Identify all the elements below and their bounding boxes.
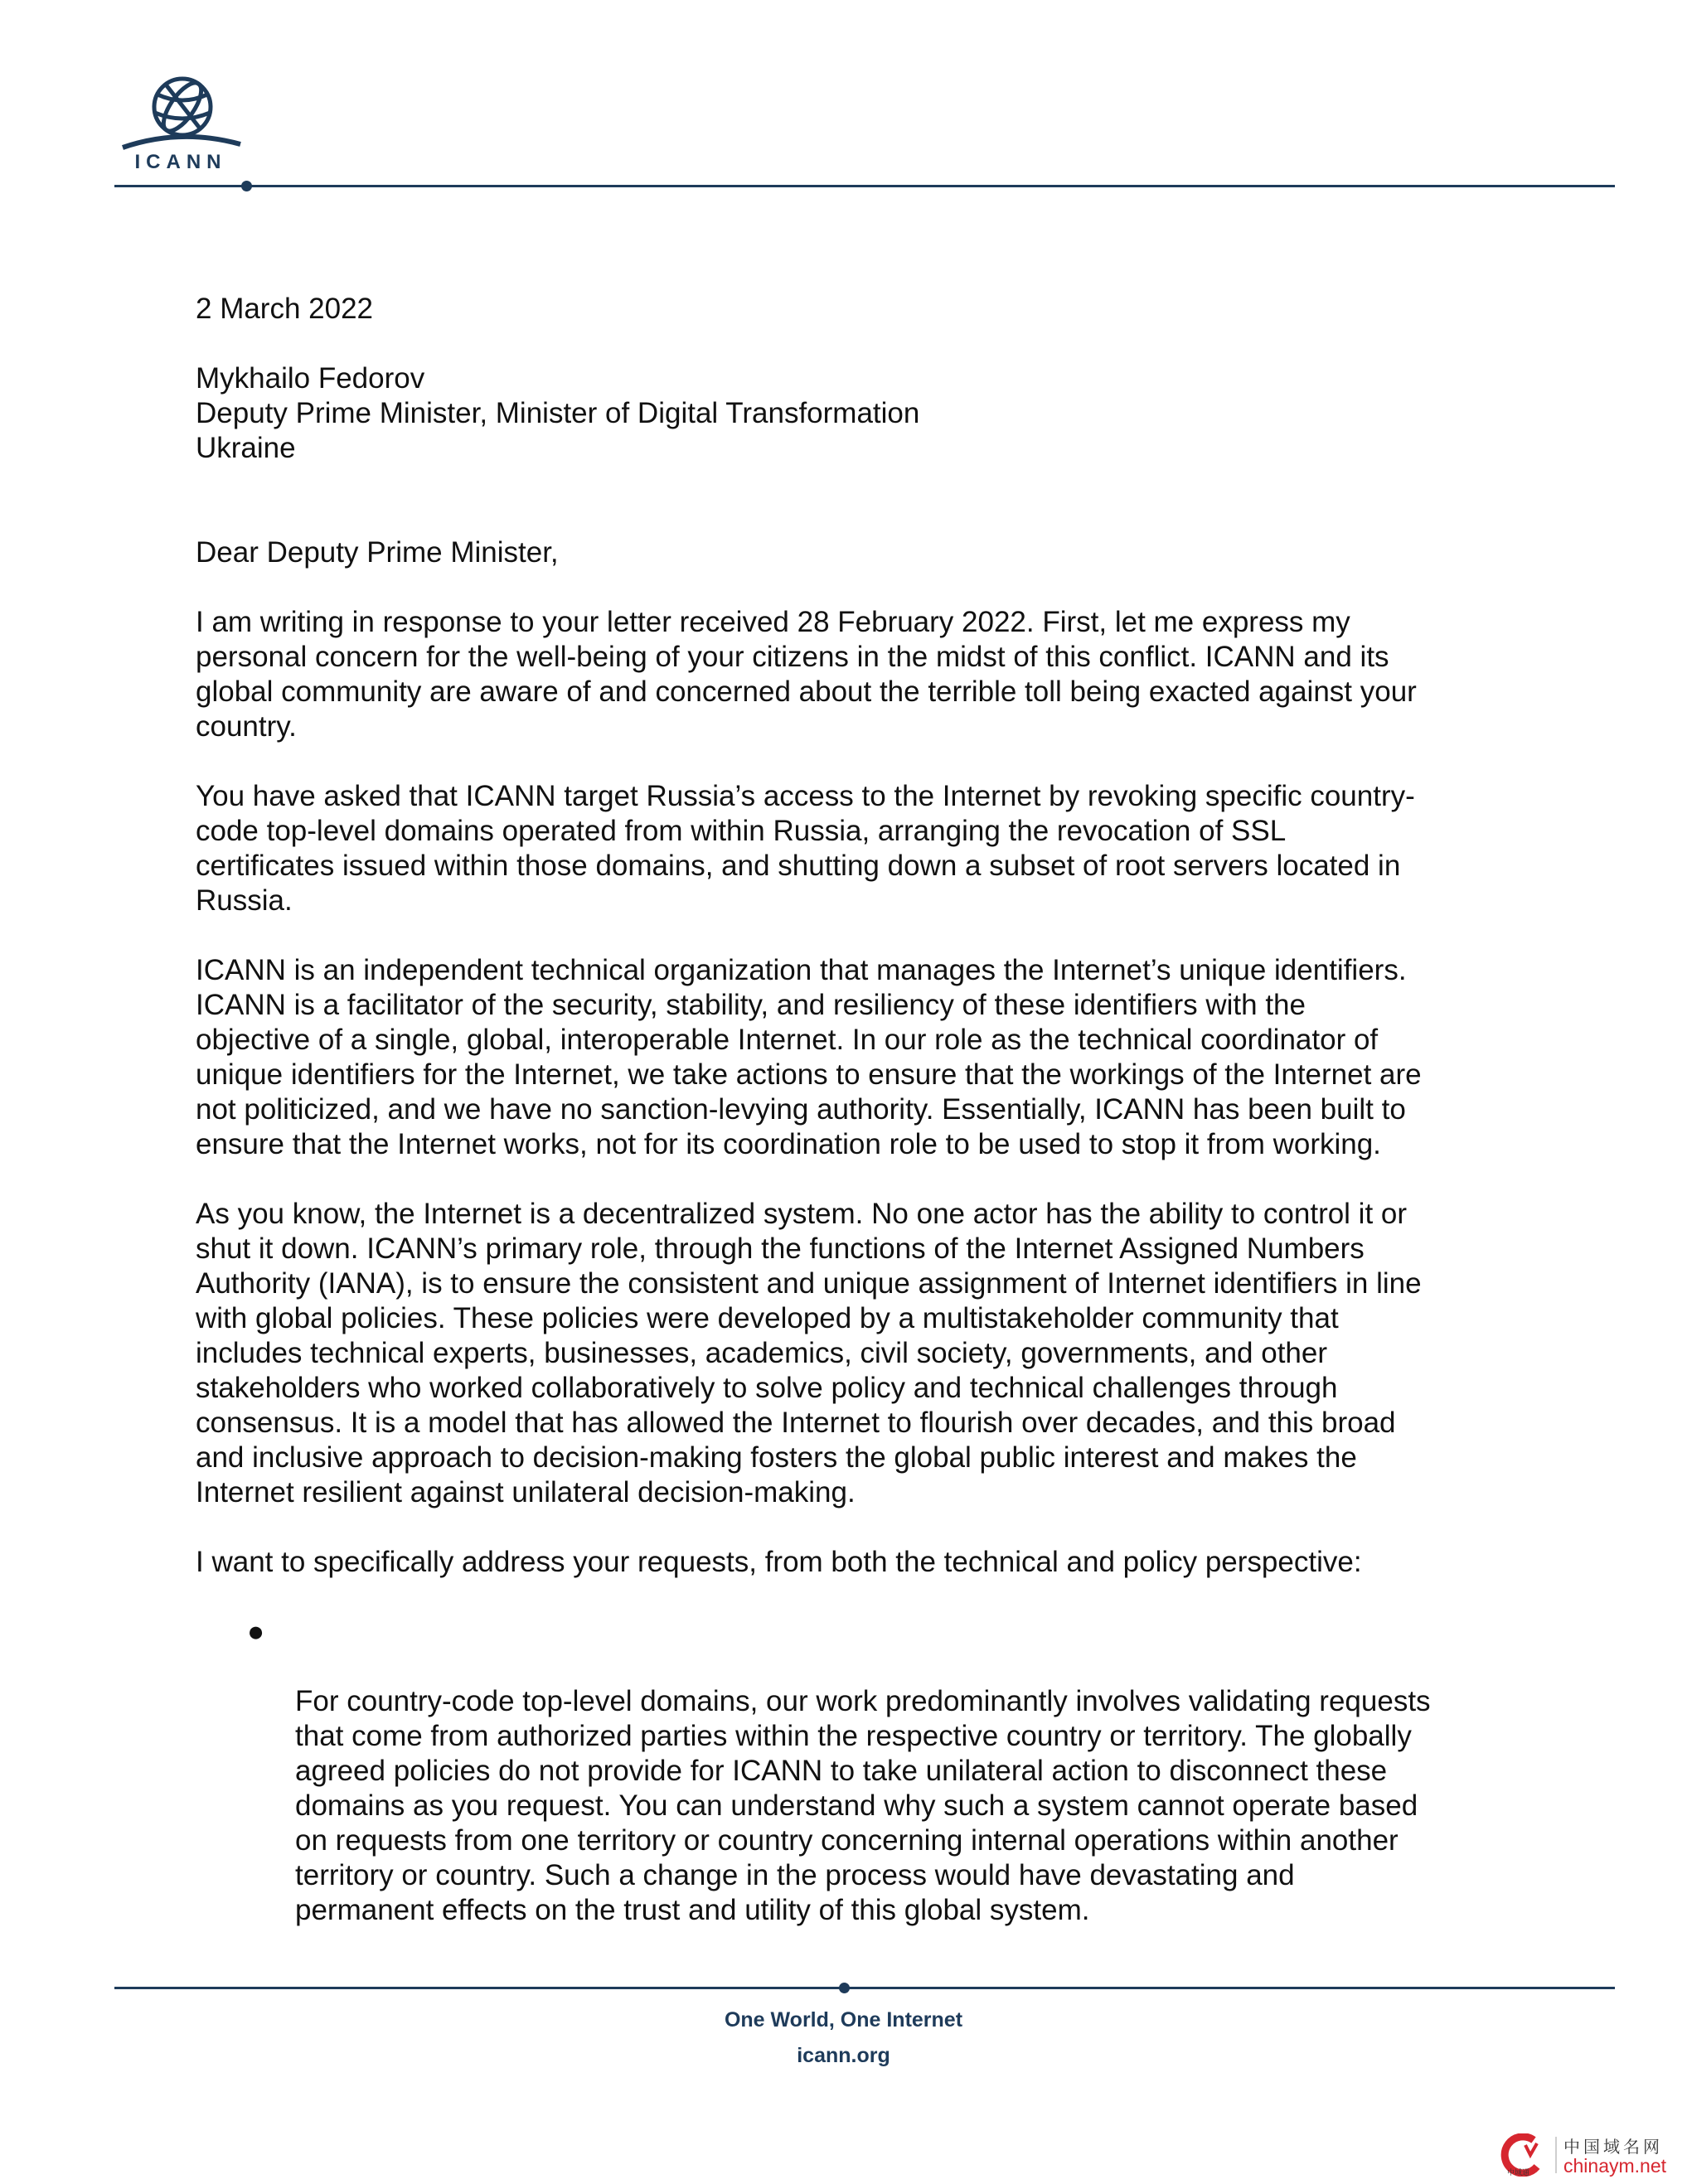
- recipient-country: Ukraine: [196, 432, 296, 464]
- watermark-divider: [1555, 2137, 1557, 2173]
- watermark-site-url: chinaym.net: [1563, 2155, 1667, 2177]
- paragraph-5: I want to specifically address your requests, from both the technical and policy perspective:: [196, 1546, 1362, 1578]
- header-divider-dot: [241, 181, 252, 191]
- paragraph-4: As you know, the Internet is a decentralized system. No one actor has the ability to control it or shut it down. ICANN’s primary role, through the functions of the Internet Assigned Numbers Authority (IANA), is to ensure the consistent and unique assignment of Internet identifiers in line with global policies. These policies were developed by a multistakeholder community that includes technical experts, businesses, academics, civil society, governments, and other stakeholders who worked collaboratively to solve policy and technical challenges through consensus. It is a model that has allowed the Internet to flourish over decades, and this broad and inclusive approach to decision-making fosters the global public interest and makes the Internet resilient against unilateral decision-making.: [196, 1198, 1422, 1508]
- icann-logo: [114, 70, 247, 184]
- paragraph-2: You have asked that ICANN target Russia’s access to the Internet by revoking specific country- code top-level domains operated from within Russia, arranging the revocation of SSL certificates issued within those domains, and shutting down a subset of root servers located in Russia.: [196, 780, 1415, 917]
- watermark-site-name: 中国域名网: [1563, 2137, 1663, 2157]
- footer-tagline: One World, One Internet: [724, 2008, 963, 2031]
- letter-body: [196, 292, 1489, 1928]
- paragraph-3: ICANN is an independent technical organization that manages the Internet’s unique identifiers. ICANN is a facilitator of the security, stability, and resiliency of these identifiers with the objective of a single, global, interoperable Internet. In our role as the technical coordinator of unique identifiers for the Internet, we take actions to ensure that the workings of the Internet are not politicized, and we have no sanction-levying authority. Essentially, ICANN has been built to ensure that the Internet works, not for its coordination role to be used to stop it from working.: [196, 954, 1422, 1160]
- list-item-text: For country-code top-level domains, our work predominantly involves validating requests that come from authorized parties within the respective country or territory. The globally agreed policies do not provide for ICANN to take unilateral action to disconnect these domains as you request. You can understand why such a system cannot operate based on requests from one territory or country concerning internal operations within another territory or country. Such a change in the process would have devastating and permanent effects on the trust and utility of this global system.: [295, 1685, 1431, 1926]
- header-divider: [114, 185, 1615, 187]
- logo-wordmark: ICANN: [134, 151, 227, 173]
- footer-divider-dot: [839, 1983, 850, 1993]
- watermark-logo-icon: [1500, 2133, 1549, 2177]
- paragraph-1: I am writing in response to your letter received 28 February 2022. First, let me express my personal concern for the well-being of your citizens in the midst of this conflict. ICANN and its global community are aware of and concerned about the terrible toll being exacted against your country.: [196, 606, 1417, 743]
- salutation: Dear Deputy Prime Minister,: [196, 536, 559, 569]
- watermark-logo-caption: 中域通: [1507, 2169, 1530, 2177]
- footer-url: icann.org: [797, 2044, 890, 2067]
- recipient-title: Deputy Prime Minister, Minister of Digital Transformation: [196, 397, 920, 429]
- list-item: [196, 1615, 1489, 1928]
- watermark: [1500, 2130, 1683, 2180]
- letter-date: 2 March 2022: [196, 293, 374, 325]
- globe-icon: [114, 70, 247, 151]
- bullet-icon: ●: [247, 1615, 265, 1648]
- footer-divider: [114, 1987, 1615, 1989]
- request-list: [196, 1615, 1489, 1928]
- recipient-name: Mykhailo Fedorov: [196, 362, 425, 395]
